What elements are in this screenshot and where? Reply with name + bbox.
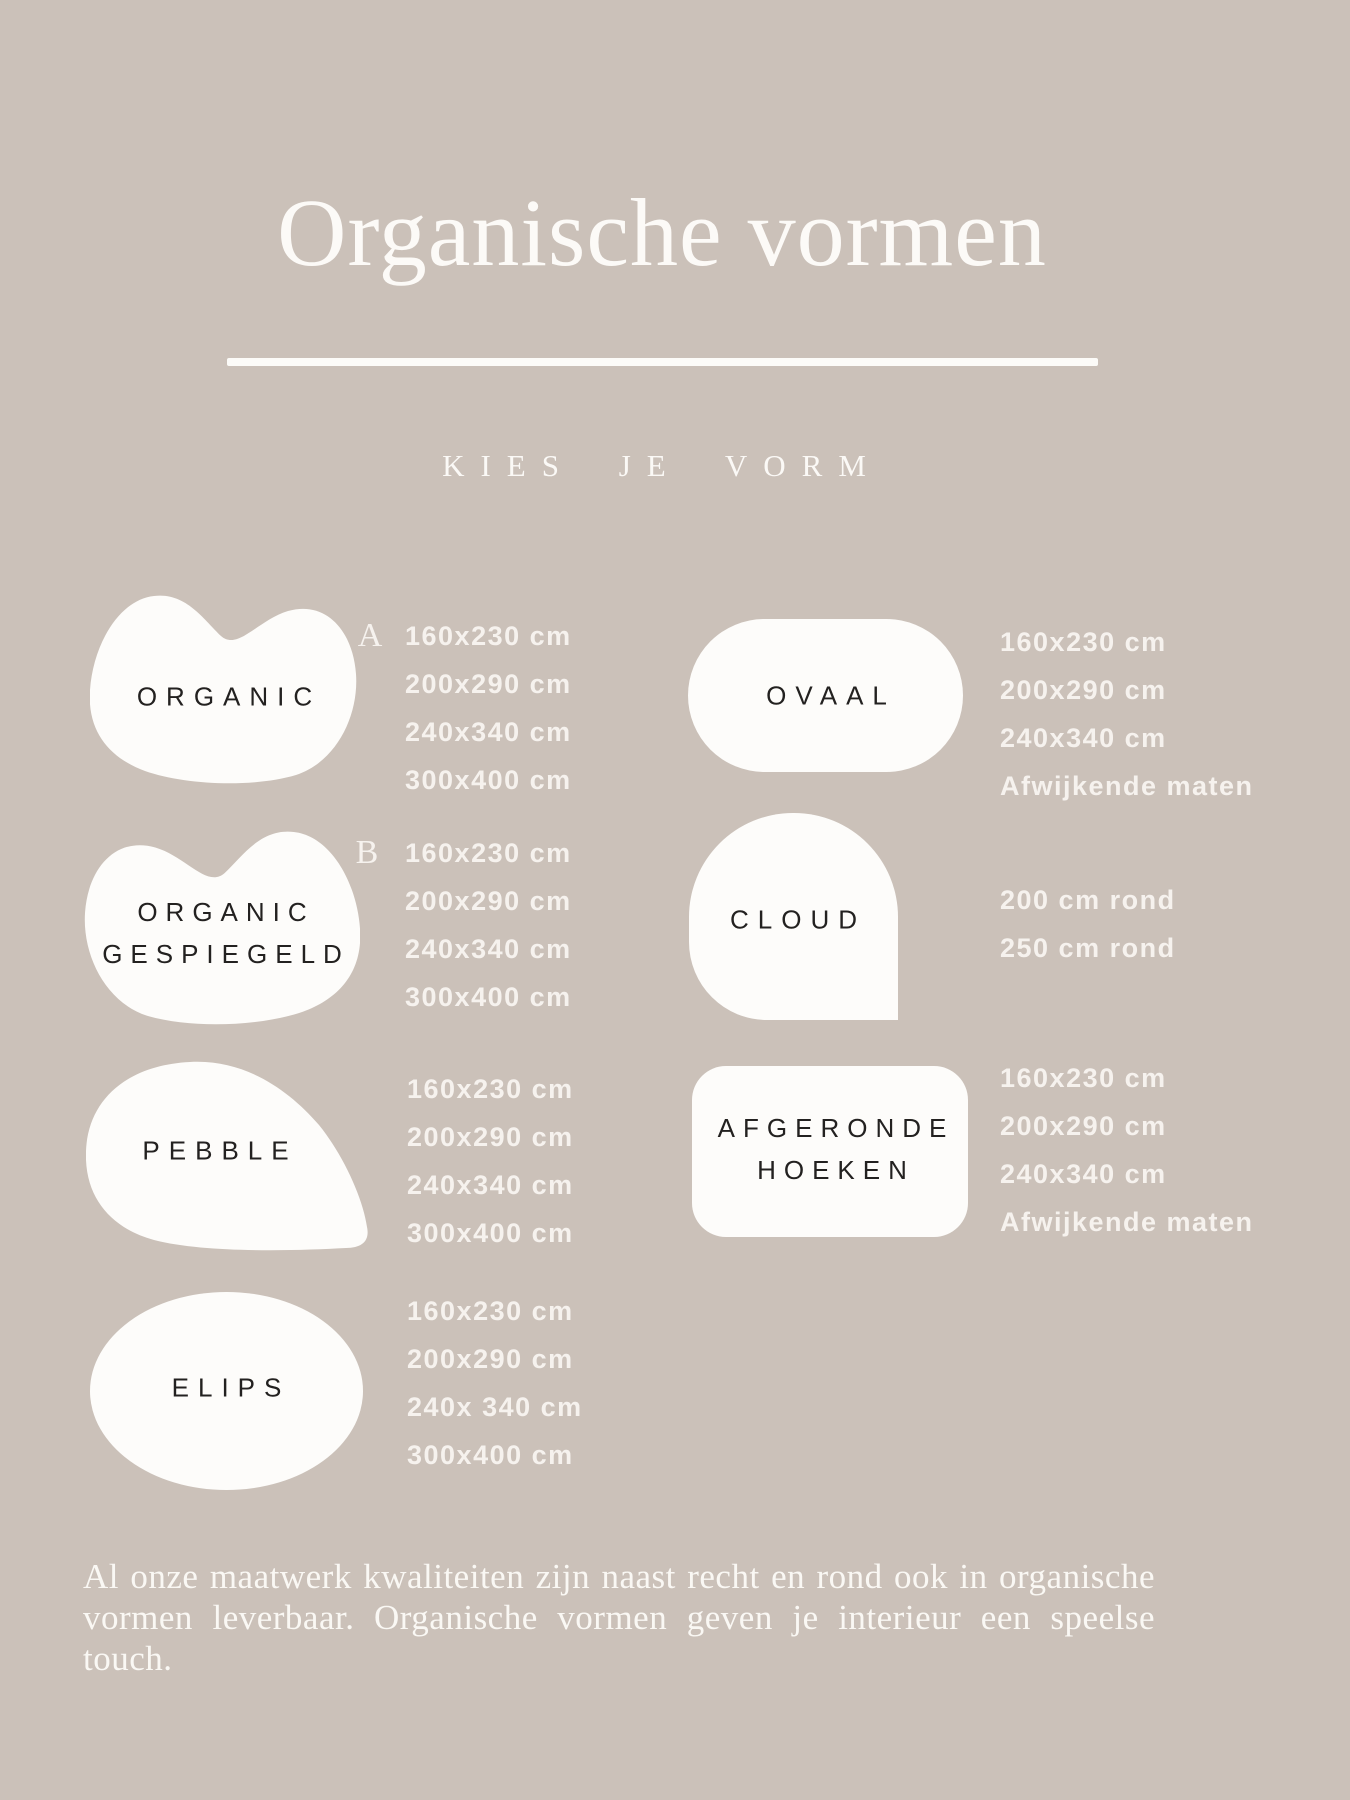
size-row: 160x230 cm — [407, 1074, 574, 1104]
pebble-label: PEBBLE — [142, 1135, 298, 1166]
size-row: 240x340 cm — [407, 1170, 574, 1200]
organic-gespiegeld-label-line2: GESPIEGELD — [102, 939, 350, 969]
organic-gespiegeld-label-line1: ORGANIC — [137, 897, 315, 927]
size-row: Afwijkende maten — [1000, 1207, 1254, 1237]
organic-gespiegeld-sizes — [405, 829, 572, 1021]
size-row: 160x230 cm — [405, 621, 572, 651]
size-row: 300x400 cm — [405, 982, 572, 1012]
subtitle: KIES JE VORM — [442, 448, 882, 483]
organic-label: ORGANIC — [136, 681, 322, 712]
afgeronde-hoeken-label — [718, 1107, 955, 1191]
size-row: 240x340 cm — [1000, 723, 1167, 753]
size-row: 200 cm rond — [1000, 885, 1176, 915]
size-row: 160x230 cm — [1000, 627, 1167, 657]
pebble-sizes — [407, 1065, 574, 1257]
afgeronde-hoeken-label-line2: HOEKEN — [757, 1155, 915, 1185]
title-divider — [227, 358, 1098, 366]
size-row: 200x290 cm — [1000, 1111, 1167, 1141]
size-row: 240x 340 cm — [407, 1392, 583, 1422]
size-row: 240x340 cm — [405, 934, 572, 964]
size-row: 200x290 cm — [405, 886, 572, 916]
size-row: 160x230 cm — [405, 838, 572, 868]
size-row: 160x230 cm — [1000, 1063, 1167, 1093]
size-row: 240x340 cm — [405, 717, 572, 747]
size-row: 200x290 cm — [407, 1122, 574, 1152]
elips-sizes — [407, 1287, 583, 1479]
marker-a: A — [357, 617, 383, 654]
size-row: 200x290 cm — [407, 1344, 574, 1374]
elips-label: ELIPS — [171, 1372, 291, 1403]
footer-text: Al onze maatwerk kwaliteiten zijn naast recht en rond ook in organische vormen leverbaar. Organische vormen geven je interieur een speelse touch. — [83, 1557, 1155, 1678]
afgeronde-hoeken-label-line1: AFGERONDE — [717, 1113, 955, 1143]
size-row: 300x400 cm — [407, 1440, 574, 1470]
ovaal-label: OVAAL — [766, 680, 896, 711]
marker-b: B — [355, 834, 379, 871]
organic-sizes — [405, 612, 572, 804]
page-title: Organische vormen — [277, 179, 1047, 286]
afgeronde-hoeken-sizes — [1000, 1054, 1254, 1246]
organic-gespiegeld-label — [102, 891, 350, 975]
size-row: 200x290 cm — [405, 669, 572, 699]
cloud-label: CLOUD — [729, 904, 867, 935]
size-row: 160x230 cm — [407, 1296, 574, 1326]
size-row: 240x340 cm — [1000, 1159, 1167, 1189]
size-row: 250 cm rond — [1000, 933, 1176, 963]
size-row: 300x400 cm — [407, 1218, 574, 1248]
size-row: 300x400 cm — [405, 765, 572, 795]
cloud-sizes — [1000, 876, 1176, 972]
size-row: 200x290 cm — [1000, 675, 1167, 705]
size-row: Afwijkende maten — [1000, 771, 1254, 801]
ovaal-sizes — [1000, 618, 1254, 810]
